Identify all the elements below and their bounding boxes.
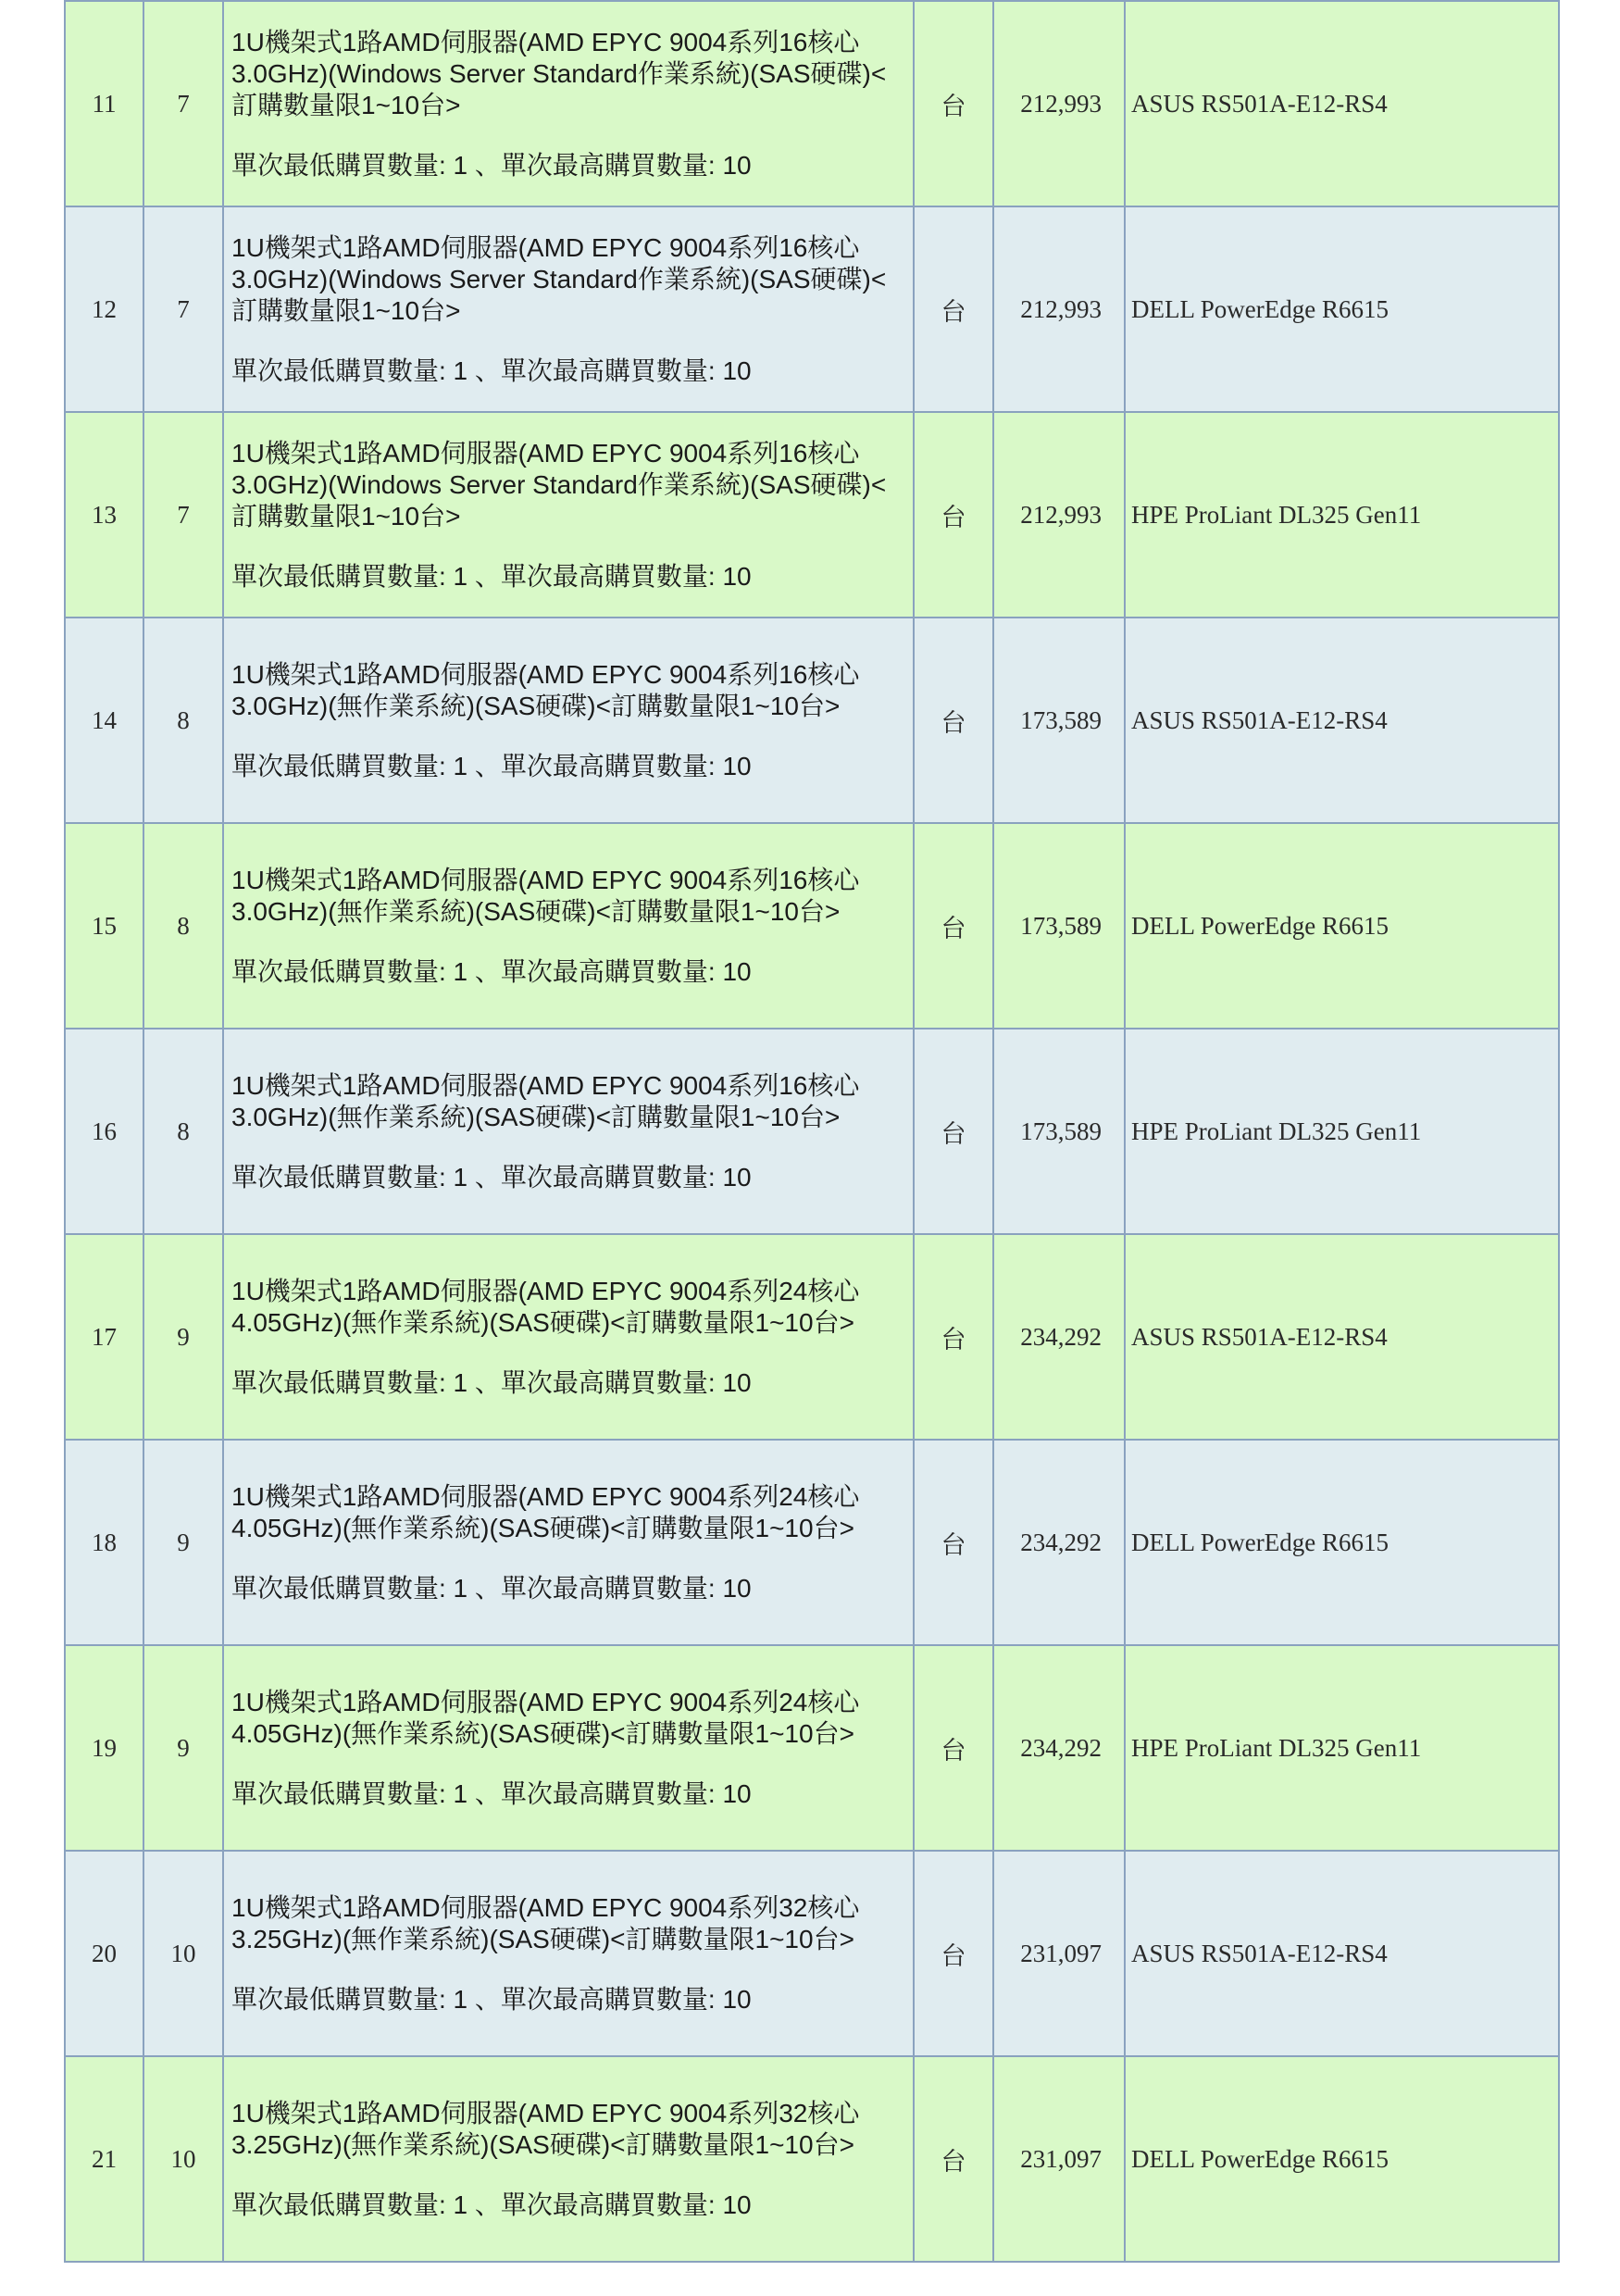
item-number: 18 — [65, 1440, 143, 1645]
brand-model: ASUS RS501A-E12-RS4 — [1125, 1234, 1559, 1440]
price: 234,292 — [993, 1645, 1125, 1851]
unit: 台 — [914, 1440, 993, 1645]
item-spec: 1U機架式1路AMD伺服器(AMD EPYC 9004系列16核心3.0GHz)(無作業系統)(SAS硬碟)<訂購數量限1~10台> — [231, 659, 860, 720]
product-table-container — [64, 0, 1558, 2263]
brand-model: ASUS RS501A-E12-RS4 — [1125, 618, 1559, 823]
brand-model: ASUS RS501A-E12-RS4 — [1125, 1851, 1559, 2056]
unit: 台 — [914, 1645, 993, 1851]
price: 212,993 — [993, 1, 1125, 206]
unit: 台 — [914, 1029, 993, 1234]
table-row — [65, 206, 1559, 412]
item-spec: 1U機架式1路AMD伺服器(AMD EPYC 9004系列24核心4.05GHz)(無作業系統)(SAS硬碟)<訂購數量限1~10台> — [231, 1687, 860, 1748]
price: 212,993 — [993, 206, 1125, 412]
item-spec: 1U機架式1路AMD伺服器(AMD EPYC 9004系列16核心3.0GHz)(無作業系統)(SAS硬碟)<訂購數量限1~10台> — [231, 865, 860, 926]
item-description — [223, 206, 914, 412]
unit: 台 — [914, 618, 993, 823]
group-number: 9 — [143, 1645, 223, 1851]
item-description — [223, 1029, 914, 1234]
price: 234,292 — [993, 1234, 1125, 1440]
purchase-limit: 單次最低購買數量: 1 、單次最高購買數量: 10 — [231, 1367, 752, 1397]
price: 231,097 — [993, 2056, 1125, 2262]
group-number: 9 — [143, 1440, 223, 1645]
item-number: 12 — [65, 206, 143, 412]
brand-model: DELL PowerEdge R6615 — [1125, 1440, 1559, 1645]
item-spec: 1U機架式1路AMD伺服器(AMD EPYC 9004系列16核心3.0GHz)(Windows Server Standard作業系統)(SAS硬碟)<訂購數量限1~10台> — [231, 27, 887, 119]
table-row — [65, 1, 1559, 206]
unit: 台 — [914, 1, 993, 206]
item-description — [223, 1234, 914, 1440]
group-number: 7 — [143, 206, 223, 412]
item-description — [223, 1645, 914, 1851]
item-number: 14 — [65, 618, 143, 823]
product-table — [64, 0, 1560, 2263]
purchase-limit: 單次最低購買數量: 1 、單次最高購買數量: 10 — [231, 150, 752, 180]
unit: 台 — [914, 206, 993, 412]
unit: 台 — [914, 823, 993, 1029]
price: 173,589 — [993, 823, 1125, 1029]
item-description — [223, 412, 914, 618]
group-number: 10 — [143, 1851, 223, 2056]
group-number: 9 — [143, 1234, 223, 1440]
item-spec: 1U機架式1路AMD伺服器(AMD EPYC 9004系列16核心3.0GHz)(無作業系統)(SAS硬碟)<訂購數量限1~10台> — [231, 1070, 860, 1131]
brand-model: HPE ProLiant DL325 Gen11 — [1125, 1029, 1559, 1234]
table-row — [65, 1851, 1559, 2056]
table-row — [65, 1440, 1559, 1645]
item-spec: 1U機架式1路AMD伺服器(AMD EPYC 9004系列32核心3.25GHz)(無作業系統)(SAS硬碟)<訂購數量限1~10台> — [231, 1892, 860, 1953]
item-description — [223, 1, 914, 206]
group-number: 8 — [143, 1029, 223, 1234]
item-number: 13 — [65, 412, 143, 618]
price: 173,589 — [993, 618, 1125, 823]
table-row — [65, 1645, 1559, 1851]
item-number: 15 — [65, 823, 143, 1029]
table-row — [65, 1234, 1559, 1440]
purchase-limit: 單次最低購買數量: 1 、單次最高購買數量: 10 — [231, 1778, 752, 1808]
purchase-limit: 單次最低購買數量: 1 、單次最高購買數量: 10 — [231, 956, 752, 986]
item-number: 11 — [65, 1, 143, 206]
item-number: 16 — [65, 1029, 143, 1234]
purchase-limit: 單次最低購買數量: 1 、單次最高購買數量: 10 — [231, 1984, 752, 2014]
unit: 台 — [914, 1851, 993, 2056]
brand-model: HPE ProLiant DL325 Gen11 — [1125, 1645, 1559, 1851]
item-description — [223, 618, 914, 823]
group-number: 7 — [143, 412, 223, 618]
group-number: 8 — [143, 618, 223, 823]
purchase-limit: 單次最低購買數量: 1 、單次最高購買數量: 10 — [231, 356, 752, 385]
item-description — [223, 2056, 914, 2262]
table-row — [65, 823, 1559, 1029]
group-number: 10 — [143, 2056, 223, 2262]
item-number: 20 — [65, 1851, 143, 2056]
item-description — [223, 1440, 914, 1645]
item-description — [223, 1851, 914, 2056]
item-spec: 1U機架式1路AMD伺服器(AMD EPYC 9004系列32核心3.25GHz)(無作業系統)(SAS硬碟)<訂購數量限1~10台> — [231, 2098, 860, 2159]
item-number: 19 — [65, 1645, 143, 1851]
group-number: 7 — [143, 1, 223, 206]
brand-model: DELL PowerEdge R6615 — [1125, 823, 1559, 1029]
unit: 台 — [914, 1234, 993, 1440]
purchase-limit: 單次最低購買數量: 1 、單次最高購買數量: 10 — [231, 1162, 752, 1192]
price: 173,589 — [993, 1029, 1125, 1234]
table-row — [65, 412, 1559, 618]
item-spec: 1U機架式1路AMD伺服器(AMD EPYC 9004系列24核心4.05GHz)(無作業系統)(SAS硬碟)<訂購數量限1~10台> — [231, 1276, 860, 1337]
brand-model: ASUS RS501A-E12-RS4 — [1125, 1, 1559, 206]
price: 212,993 — [993, 412, 1125, 618]
table-row — [65, 1029, 1559, 1234]
unit: 台 — [914, 412, 993, 618]
item-spec: 1U機架式1路AMD伺服器(AMD EPYC 9004系列16核心3.0GHz)(Windows Server Standard作業系統)(SAS硬碟)<訂購數量限1~10台> — [231, 438, 887, 530]
purchase-limit: 單次最低購買數量: 1 、單次最高購買數量: 10 — [231, 1573, 752, 1603]
unit: 台 — [914, 2056, 993, 2262]
price: 234,292 — [993, 1440, 1125, 1645]
item-spec: 1U機架式1路AMD伺服器(AMD EPYC 9004系列24核心4.05GHz)(無作業系統)(SAS硬碟)<訂購數量限1~10台> — [231, 1481, 860, 1542]
item-description — [223, 823, 914, 1029]
price: 231,097 — [993, 1851, 1125, 2056]
item-number: 21 — [65, 2056, 143, 2262]
brand-model: DELL PowerEdge R6615 — [1125, 2056, 1559, 2262]
item-number: 17 — [65, 1234, 143, 1440]
purchase-limit: 單次最低購買數量: 1 、單次最高購買數量: 10 — [231, 561, 752, 591]
group-number: 8 — [143, 823, 223, 1029]
purchase-limit: 單次最低購買數量: 1 、單次最高購買數量: 10 — [231, 2190, 752, 2219]
purchase-limit: 單次最低購買數量: 1 、單次最高購買數量: 10 — [231, 751, 752, 780]
table-row — [65, 2056, 1559, 2262]
brand-model: HPE ProLiant DL325 Gen11 — [1125, 412, 1559, 618]
item-spec: 1U機架式1路AMD伺服器(AMD EPYC 9004系列16核心3.0GHz)(Windows Server Standard作業系統)(SAS硬碟)<訂購數量限1~10台> — [231, 232, 887, 325]
brand-model: DELL PowerEdge R6615 — [1125, 206, 1559, 412]
table-row — [65, 618, 1559, 823]
